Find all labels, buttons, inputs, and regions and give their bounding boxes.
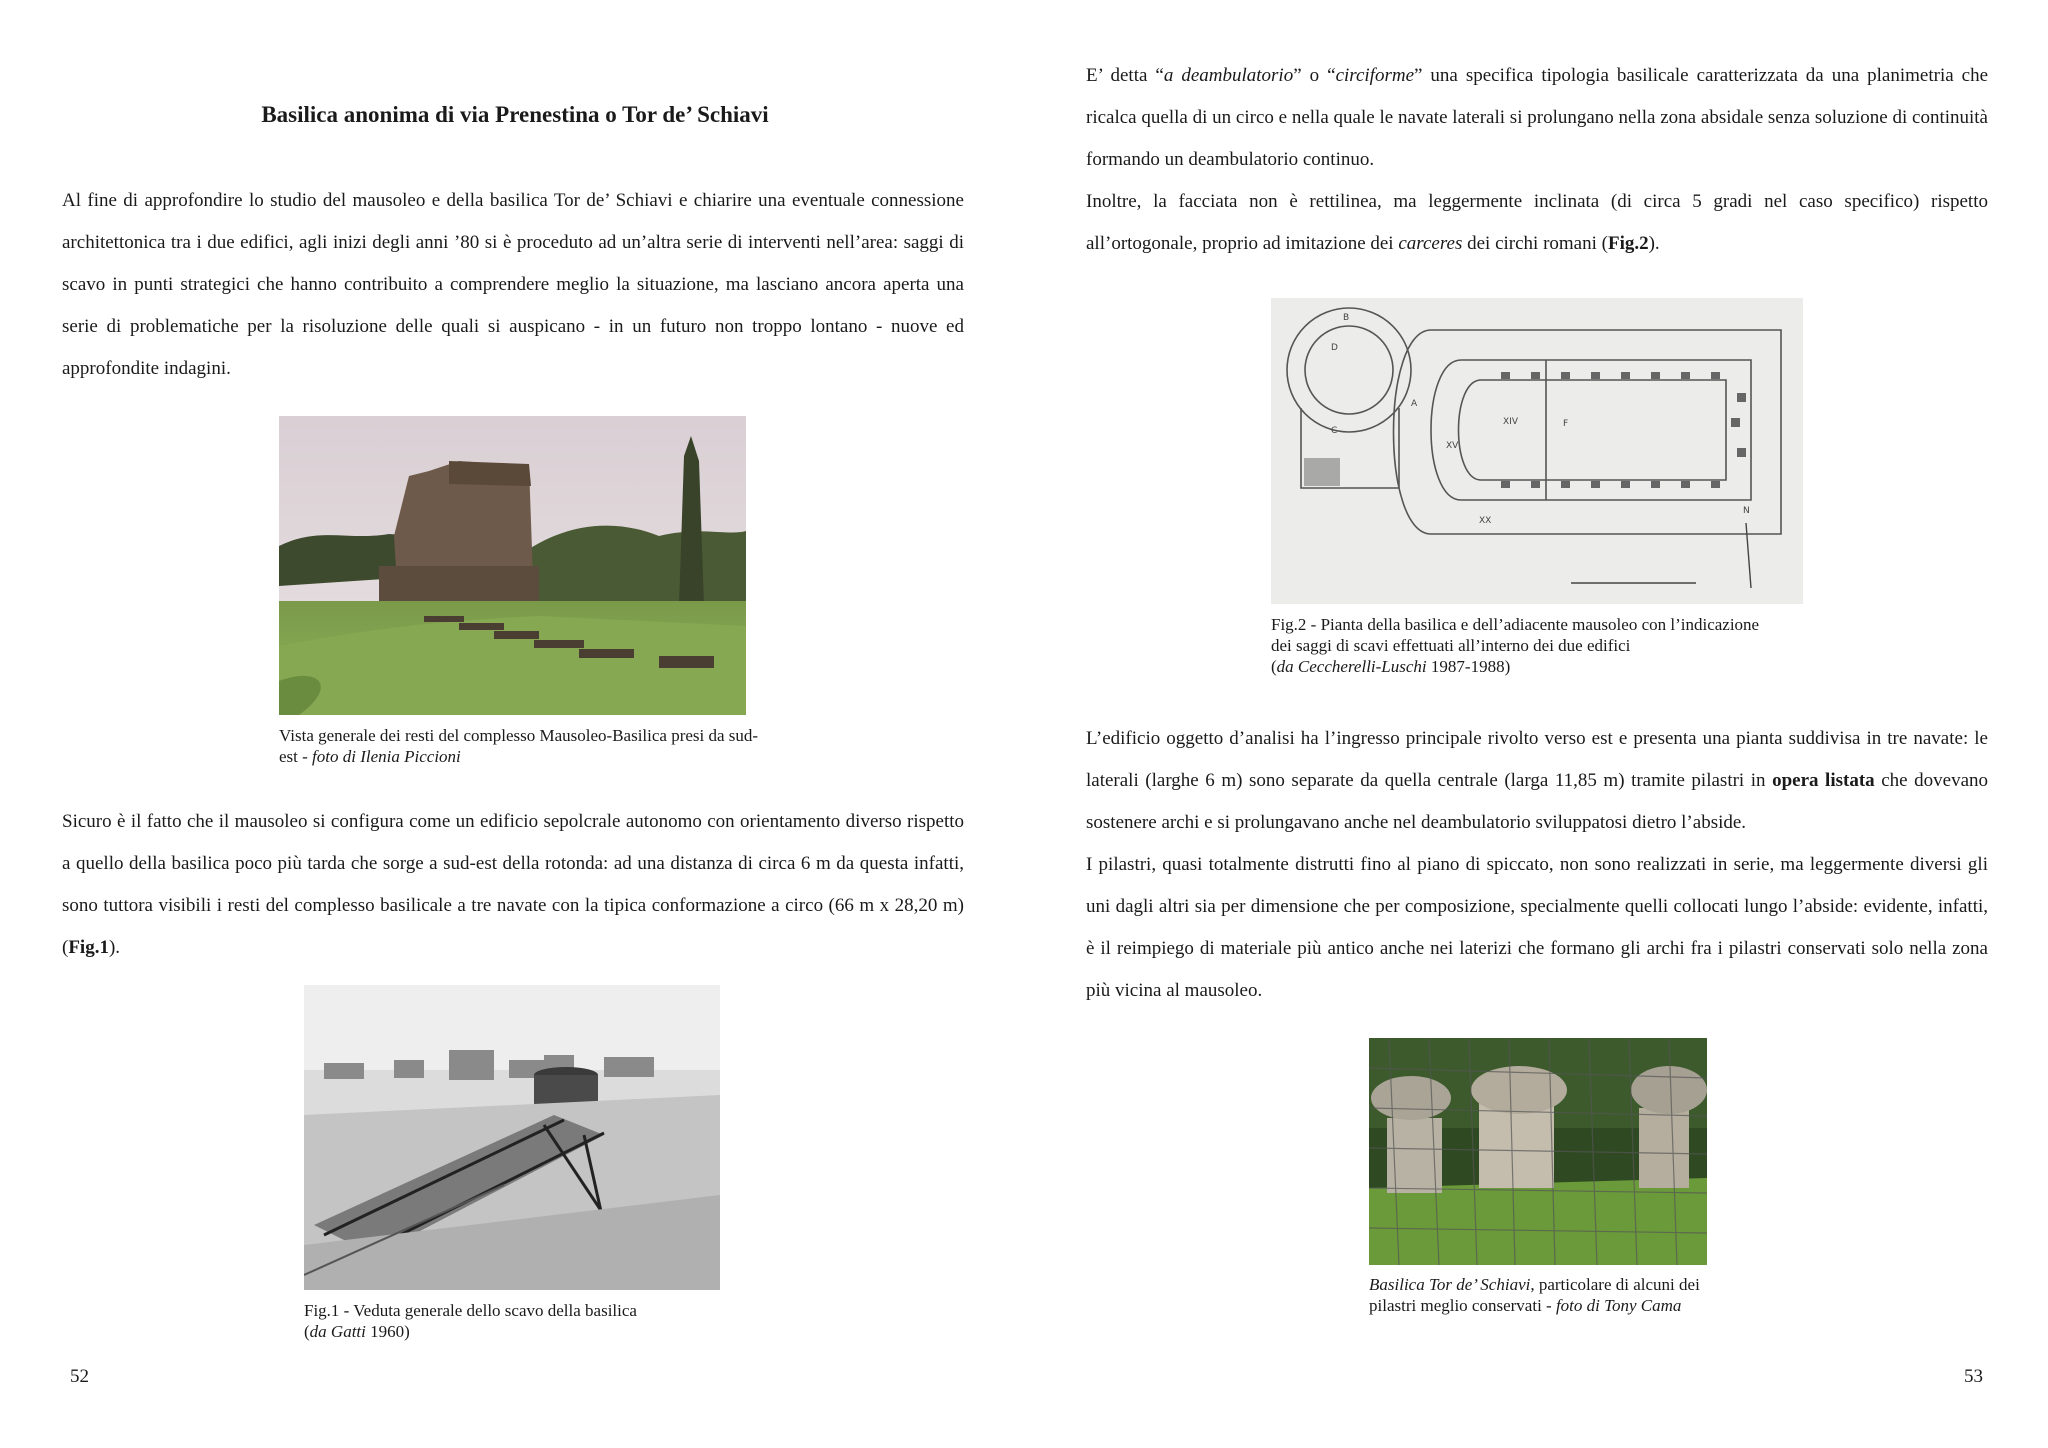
text-run: ( xyxy=(304,1322,310,1341)
text-run: da Gatti xyxy=(309,1322,366,1341)
text-run: a deambulatorio xyxy=(1163,65,1294,86)
mausoleum-basilica-photo xyxy=(279,416,746,715)
page-number: 52 xyxy=(70,1366,89,1387)
text-run: circiforme xyxy=(1335,65,1415,86)
text-run: dei circhi romani ( xyxy=(1462,233,1608,254)
text-run: Fig.2 xyxy=(1607,233,1649,254)
text-run: I pilastri, quasi totalmente distrutti fino al piano di spiccato, non sono realizzati in serie, ma leggermente diversi gli uni dagli altri sia per dimensione che per composizione, specialmente quelli collocati lungo l’abside: evidente, infatti, è il reimpiego di materiale più antico anche nei laterizi che formano gli archi fra i pilastri conservati solo nella zona più vicina al mausoleo. xyxy=(1086,854,1988,1001)
text-run: foto di Ilenia Piccioni xyxy=(312,747,461,766)
text-run: ( xyxy=(1271,657,1277,676)
fig1-caption-line1 xyxy=(304,1300,764,1321)
text-run: ” o “ xyxy=(1293,65,1336,86)
text-run: ). xyxy=(108,937,121,958)
plan-label-a: A xyxy=(1411,399,1418,409)
text-run: Basilica Tor de’ Schiavi xyxy=(1369,1275,1531,1294)
text-run: opera listata xyxy=(1772,770,1875,791)
intro-paragraph xyxy=(62,180,964,390)
text-run: Al fine di approfondire lo studio del mausoleo e della basilica Tor de’ Schiavi e chiarire una eventuale connessione architettonica tra i due edifici, agli inizi degli anni ’80 si è proceduto ad un’altra serie di interventi nell’area: saggi di scavo in punti strategici che hanno contribuito a comprendere meglio la situazione, ma lasciano ancora aperta una serie di problematiche per la risoluzione delle quali si auspicano - in un futuro non troppo lontano - nuove ed approfondite indagini. xyxy=(62,190,964,379)
building-paragraph xyxy=(1086,718,1988,844)
text-run: carceres xyxy=(1398,233,1463,254)
plan-label-d: D xyxy=(1331,343,1338,353)
fig1-caption-line2 xyxy=(304,1321,764,1342)
fig2-caption-line3 xyxy=(1271,656,1871,677)
excavation-photo xyxy=(304,985,720,1290)
text-run: , particolare di alcuni dei pilastri meglio conservati - xyxy=(1369,1275,1700,1315)
text-run: dei saggi di scavi effettuati all’interno dei due edifici xyxy=(1271,636,1631,655)
plan-label-c: C xyxy=(1331,426,1338,436)
basilica-plan-drawing xyxy=(1271,298,1803,604)
plan-label-xx: XX xyxy=(1479,516,1492,526)
text-run: Sicuro è il fatto che il mausoleo si configura come un edificio sepolcrale autonomo con orientamento diverso rispetto a quello della basilica poco più tarda che sorge a sud-est della rotonda: ad una distanza di circa 6 m da questa infatti, sono tuttora visibili i resti del complesso basilicale a tre navate con la tipica conformazione a circo (66 m x 28,20 m) ( xyxy=(62,811,964,958)
plan-label-xiv: XIV xyxy=(1503,417,1518,427)
definition-paragraph xyxy=(1086,55,1988,181)
right-page xyxy=(1024,0,2048,1448)
text-run: foto di Tony Cama xyxy=(1555,1296,1682,1315)
text-run: Fig.2 - Pianta della basilica e dell’adiacente mausoleo con l’indicazione xyxy=(1271,615,1760,634)
facade-paragraph xyxy=(1086,181,1988,265)
page-number: 53 xyxy=(1964,1366,1983,1387)
text-run: 1960) xyxy=(365,1322,410,1341)
fig2-caption-line1 xyxy=(1271,614,1871,635)
pillars-paragraph xyxy=(1086,844,1988,1012)
pillars-photo xyxy=(1369,1038,1707,1265)
plan-label-n: N xyxy=(1743,506,1750,516)
text-run: L’edificio oggetto d’analisi ha l’ingresso principale rivolto verso est e presenta una pianta suddivisa in tre navate: le laterali (larghe 6 m) sono separate da quella centrale (larga 11,85 m) tramite pilastri in xyxy=(1086,728,1988,791)
text-run: che dovevano sostenere archi e si prolungavano anche nel deambulatorio sviluppatosi dietro l’abside. xyxy=(1086,770,1988,833)
text-run: ). xyxy=(1648,233,1660,254)
plan-label-b: B xyxy=(1343,313,1350,323)
text-run: 1987-1988) xyxy=(1426,657,1511,676)
text-run: ” una specifica tipologia basilicale caratterizzata da una planimetria che ricalca quella di un circo e nella quale le navate laterali si prolungano nella zona absidale senza soluzione di continuità formando un deambulatorio continuo. xyxy=(1086,65,1988,170)
page-title: Basilica anonima di via Prenestina o Tor de’ Schiavi xyxy=(261,102,769,127)
photo-caption xyxy=(279,725,759,767)
second-paragraph xyxy=(62,801,964,969)
text-run: Fig.1 xyxy=(68,937,109,958)
text-run: E’ detta “ xyxy=(1086,65,1164,86)
fig2-caption-line2 xyxy=(1271,635,1871,656)
plan-label-xv: XV xyxy=(1446,441,1459,451)
text-run: Vista generale dei resti del complesso Mausoleo-Basilica presi da sud-est - xyxy=(279,726,759,766)
plan-label-f: F xyxy=(1563,419,1569,429)
photo-caption xyxy=(1369,1274,1707,1316)
text-run: Inoltre, la facciata non è rettilinea, ma leggermente inclinata (di circa 5 gradi nel caso specifico) rispetto all’ortogonale, proprio ad imitazione dei xyxy=(1086,191,1988,254)
text-run: Fig.1 - Veduta generale dello scavo della basilica xyxy=(304,1301,637,1320)
text-run: da Ceccherelli-Luschi xyxy=(1276,657,1427,676)
